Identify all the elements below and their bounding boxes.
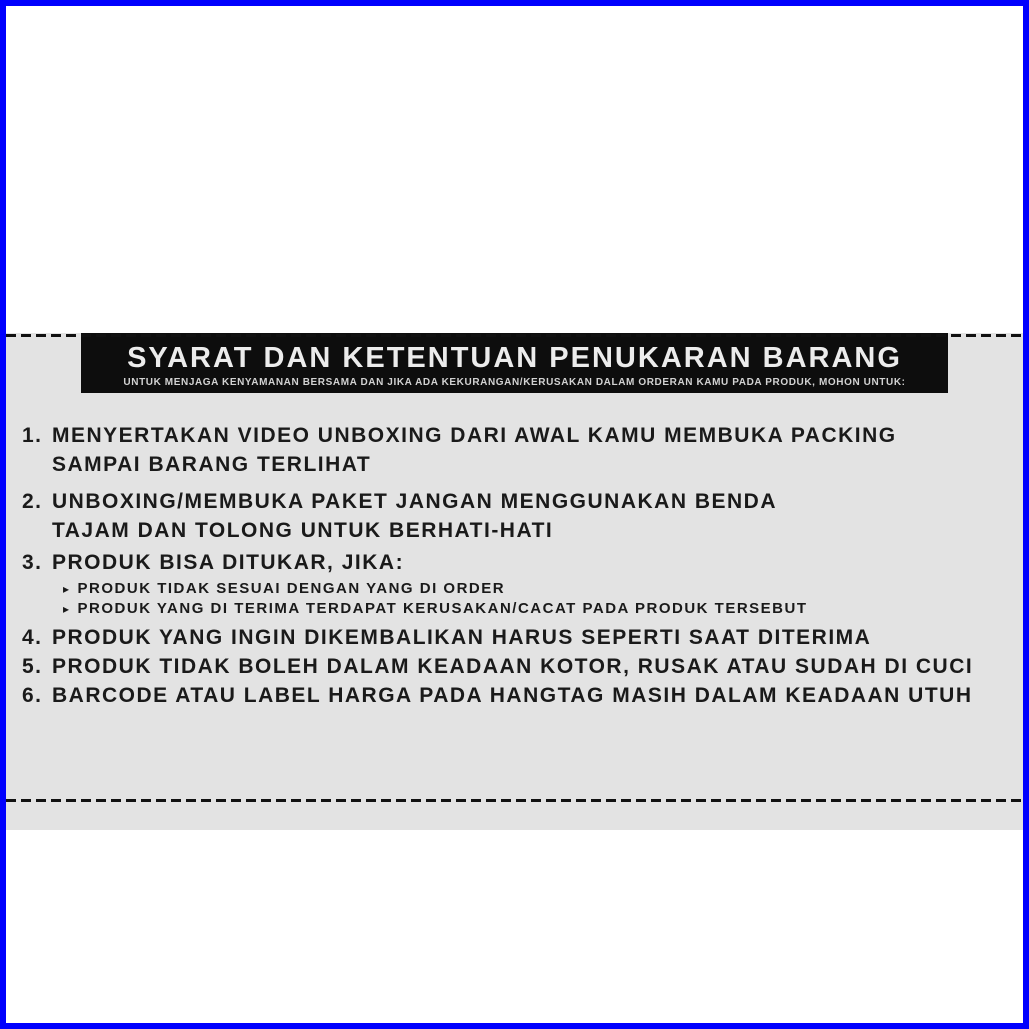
term-text [52,623,871,652]
term-item [22,548,1023,623]
terms-list [6,421,1023,710]
term-number: 6. [22,684,43,707]
term-line: SAMPAI BARANG TERLIHAT [52,453,372,476]
term-sub-list [52,579,808,619]
term-item [22,487,1023,545]
term-text [52,487,777,545]
terms-section [6,333,1023,830]
term-line: PRODUK BISA DITUKAR, JIKA: [52,551,405,574]
dashed-divider-top [6,334,1023,337]
term-item [22,623,1023,652]
term-number: 2. [22,490,43,513]
term-item [22,421,1023,479]
term-line: TAJAM DAN TOLONG UNTUK BERHATI-HATI [52,519,554,542]
bottom-whitespace [6,830,1023,1029]
term-sub-item [63,579,808,599]
term-text [52,548,808,623]
term-sub-text: PRODUK TIDAK SESUAI DENGAN YANG DI ORDER [77,580,506,597]
term-item [22,681,1023,710]
term-line: PRODUK TIDAK BOLEH DALAM KEADAAN KOTOR, RUSAK ATAU SUDAH DI CUCI [52,655,974,678]
term-sub-item [63,599,808,619]
triangle-bullet-icon: ▸ [63,602,71,616]
dashed-divider-bottom [6,799,1023,802]
top-whitespace [6,6,1023,282]
term-line: PRODUK YANG INGIN DIKEMBALIKAN HARUS SEPERTI SAAT DITERIMA [52,626,872,649]
triangle-bullet-icon: ▸ [63,582,71,596]
terms-subtitle: UNTUK MENJAGA KENYAMANAN BERSAMA DAN JIKA ADA KEKURANGAN/KERUSAKAN DALAM ORDERAN KAMU PADA PRODUK, MOHON UNTUK: [123,377,906,388]
term-number: 5. [22,655,43,678]
term-line: MENYERTAKAN VIDEO UNBOXING DARI AWAL KAMU MEMBUKA PACKING [52,424,897,447]
term-item [22,652,1023,681]
term-text [52,652,973,681]
term-line: BARCODE ATAU LABEL HARGA PADA HANGTAG MASIH DALAM KEADAAN UTUH [52,684,973,707]
term-text [52,421,897,479]
term-number: 3. [22,551,43,574]
term-number: 1. [22,424,43,447]
terms-title: SYARAT DAN KETENTUAN PENUKARAN BARANG [127,342,902,374]
term-number: 4. [22,626,43,649]
term-sub-text: PRODUK YANG DI TERIMA TERDAPAT KERUSAKAN/CACAT PADA PRODUK TERSEBUT [77,600,808,617]
term-text [52,681,973,710]
terms-header-box [81,333,948,393]
term-line: UNBOXING/MEMBUKA PAKET JANGAN MENGGUNAKAN BENDA [52,490,778,513]
